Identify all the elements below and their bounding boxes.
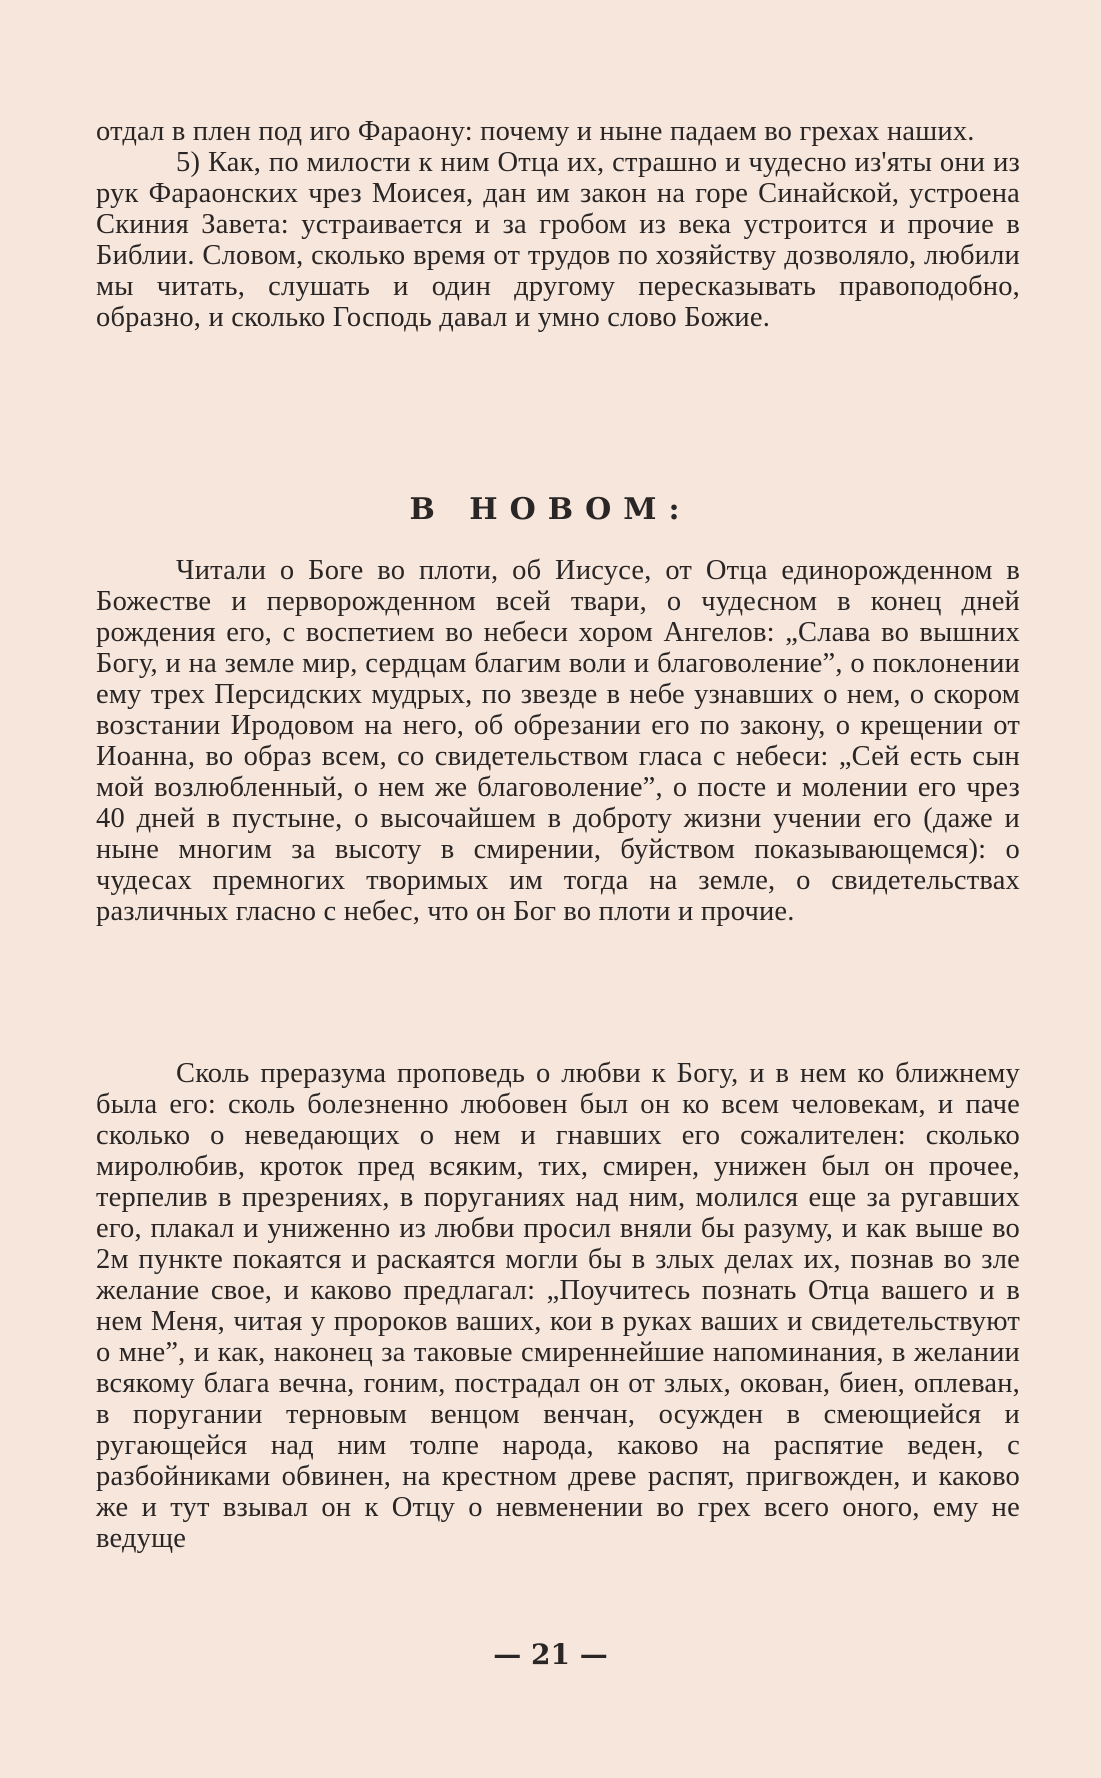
top-text-block [96, 116, 1020, 333]
love-sermon-paragraph: Сколь преразума проповедь о любви к Богу, и в нем ко ближнему была его: сколь болезненно любовен был он ко всем человекам, и паче сколько о неведающих о нем и гнавших его сожалителен: сколько миролюбив, кроток пред всяким, тих, смирен, унижен был он прочее, терпелив в презрениях, в поруганиях над ним, молился еще за ругавших его, плакал и униженно из любви просил вняли бы разуму, и как выше во 2м пункте покаятся и раскаятся могли бы в злых делах их, познав во зле желание свое, и каково предлагал: „Поучитесь познать Отца вашего и в нем Меня, читая у пророков ваших, кои в руках ваших и свидетельствуют о мне”, и как, наконец за таковые смиреннейшие напоминания, в желании всякому блага вечна, гоним, пострадал он от злых, окован, биен, оплеван, в поругании терновым венцом венчан, осужден в смеющиейся и ругающейся над ним толпе народа, каково на распятие веден, с разбойниками обвинен, на крестном древе распят, пригвожден, и каково же и тут взывал он к Отцу о невменении во грех всего оного, ему не ведуще [96, 1058, 1020, 1554]
page-number: — 21 — [493, 1638, 608, 1671]
continued-paragraph: отдал в плен под иго Фараону: почему и ныне падаем во грехах наших. [96, 116, 975, 147]
numbered-paragraph-5: 5) Как, по милости к ним Отца их, страшно и чудесно из'яты они из рук Фараонских чрез Моисея, дан им закон на горе Синайской, устроена Скиния Завета: устраивается и за гробом из века устроится и прочие в Библии. Словом, сколько время от трудов по хозяйству дозволяло, любили мы читать, слушать и один другому пересказывать правоподобно, образно, и сколько Господь давал и умно слово Божие. [96, 147, 1020, 333]
love-sermon-block [96, 1058, 1020, 1554]
section-heading: В НОВОМ: [409, 492, 692, 527]
new-testament-paragraph: Читали о Боге во плоти, об Иисусе, от Отца единорожденном в Божестве и перворожденном всей твари, о чудесном в конец дней рождения его, с воспетием во небеси хором Ангелов: „Слава во вышних Богу, и на земле мир, сердцам благим воли и благоволение”, о поклонении ему трех Персидских мудрых, по звезде в небе узнавших о нем, о скором возстании Иродовом на него, об обрезании его по закону, о крещении от Иоанна, во образ всем, со свидетельством гласа с небеси: „Сей есть сын мой возлюбленный, о нем же благоволение”, о посте и молении его чрез 40 дней в пустыне, о высочайшем в доброту жизни учении его (даже и ныне многим за высоту в смирении, буйством показывающемся): о чудесах премногих творимых им тогда на земле, о свидетельствах различных гласно с небес, что он Бог во плоти и прочие. [96, 555, 1020, 927]
new-testament-block [96, 555, 1020, 927]
